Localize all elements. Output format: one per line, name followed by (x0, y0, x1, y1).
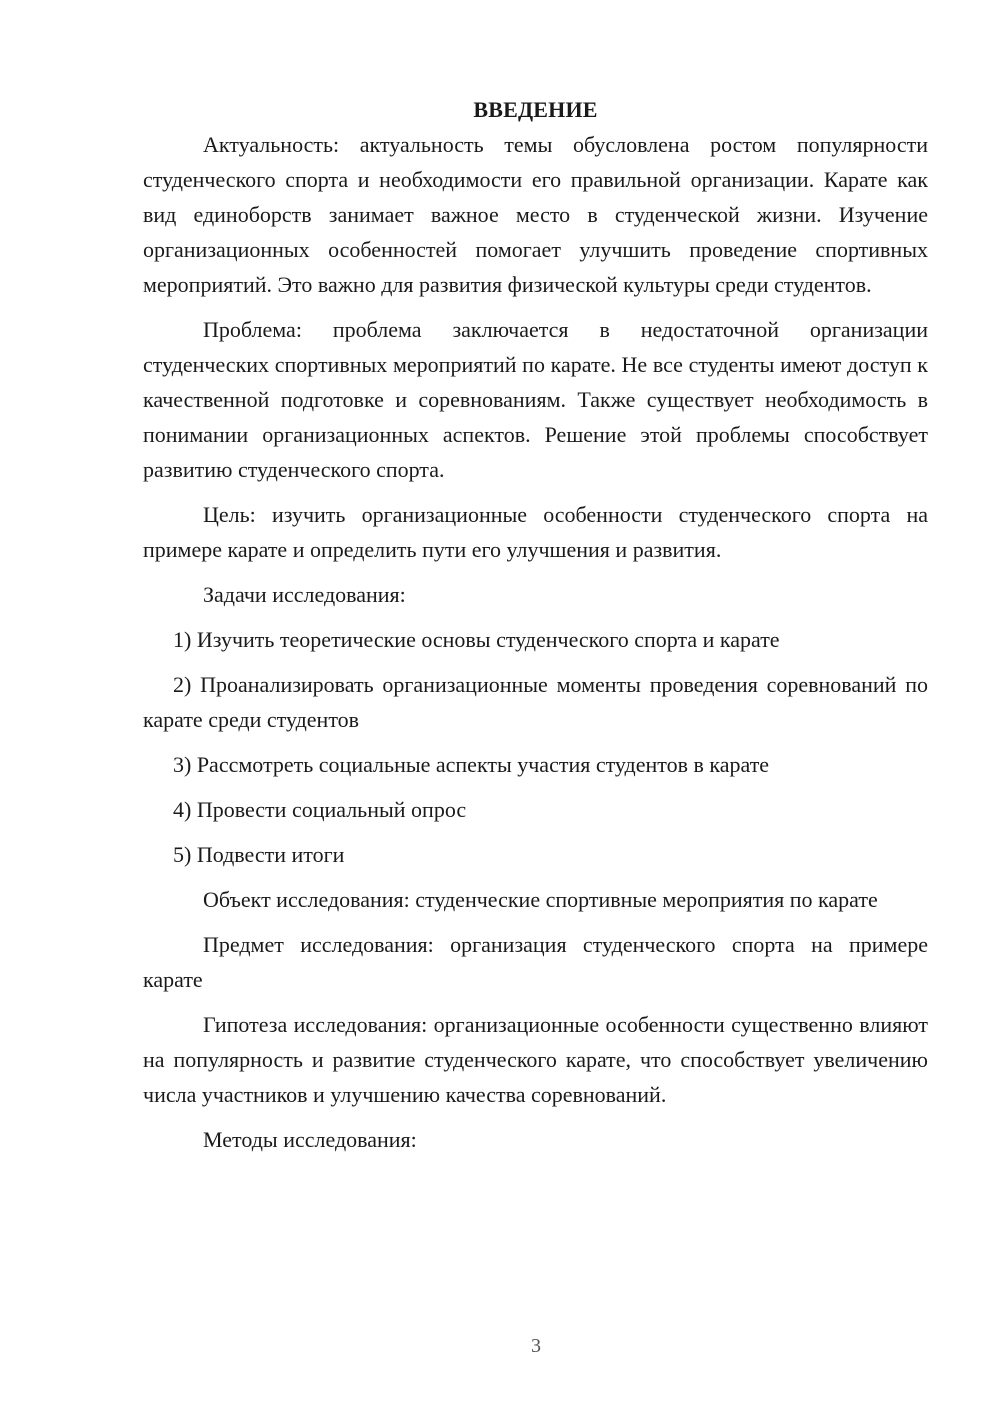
task-item-1: 1) Изучить теоретические основы студенческого спорта и карате (173, 627, 780, 652)
paragraph-methods: Методы исследования: (203, 1127, 417, 1152)
task-item-3: 3) Рассмотреть социальные аспекты участия студентов в карате (173, 752, 770, 777)
paragraph-problem: Проблема: проблема заключается в недостаточной организации студенческих спортивных мероприятий по карате. Не все студенты имеют доступ к качественной подготовке и соревнованиям. Также существует необходимость в понимании организационных аспектов. Решение этой проблемы способствует развитию студенческого спорта. (143, 317, 928, 482)
paragraph-tasks-heading: Задачи исследования: (203, 582, 406, 607)
page-number: 3 (531, 1335, 541, 1357)
document-page (143, 92, 928, 1167)
paragraph-subject: Предмет исследования: организация студенческого спорта на примере карате (143, 932, 928, 992)
task-item-4: 4) Провести социальный опрос (173, 797, 467, 822)
section-title: ВВЕДЕНИЕ (473, 97, 598, 122)
paragraph-goal: Цель: изучить организационные особенности студенческого спорта на примере карате и определить пути его улучшения и развития. (143, 502, 928, 562)
paragraph-relevance: Актуальность: актуальность темы обусловлена ростом популярности студенческого спорта и необходимости его правильной организации. Карате как вид единоборств занимает важное место в студенческой жизни. Изучение организационных особенностей помогает улучшить проведение спортивных мероприятий. Это важно для развития физической культуры среди студентов. (143, 132, 928, 297)
task-item-5: 5) Подвести итоги (173, 842, 345, 867)
paragraph-object: Объект исследования: студенческие спортивные мероприятия по карате (203, 887, 878, 912)
paragraph-hypothesis: Гипотеза исследования: организационные особенности существенно влияют на популярность и развитие студенческого карате, что способствует увеличению числа участников и улучшению качества соревнований. (143, 1012, 928, 1107)
task-item-2: 2) Проанализировать организационные моменты проведения соревнований по карате среди студентов (143, 672, 928, 732)
